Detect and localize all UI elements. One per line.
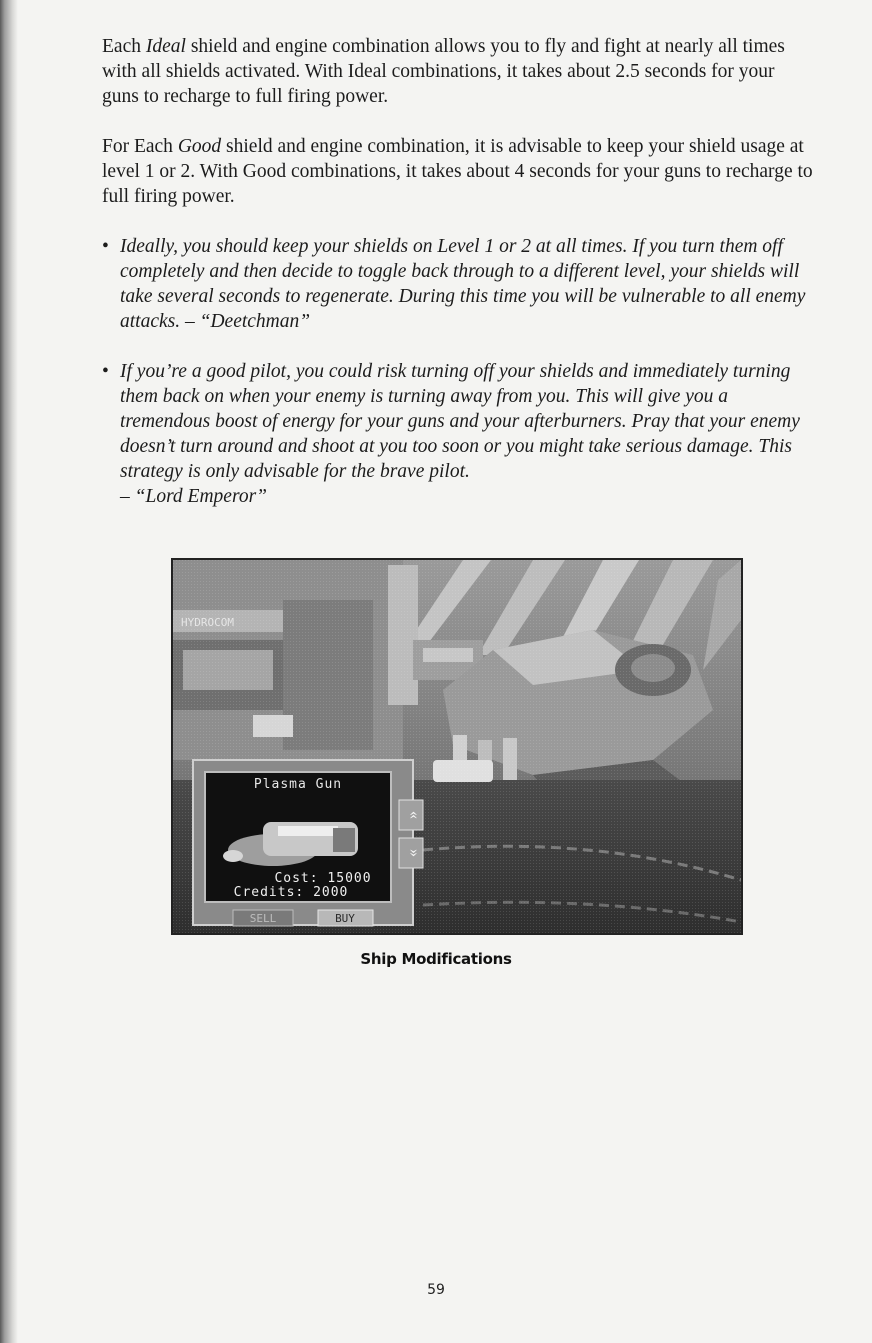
- item-cost: Cost: 15000: [274, 871, 372, 886]
- paragraph-lead: For Each: [102, 136, 178, 157]
- sell-label: SELL: [249, 912, 277, 925]
- paragraph-body: shield and engine combination allows you to fly and fight at nearly all times with all shields activated. With Ideal combinations, it takes about 2.5 seconds for your guns to recharge to full firing power.: [102, 36, 785, 107]
- scroll-down-icon: «: [404, 849, 421, 857]
- binding-shadow: [0, 0, 18, 1343]
- bullet-icon: •: [102, 236, 109, 257]
- paragraph-body: shield and engine combination, it is advisable to keep your shield usage at level 1 or 2. With Good combinations, it takes about 4 seconds for your guns to recharge to full firing power.: [102, 136, 813, 207]
- tip-text: Ideally, you should keep your shields on Level 1 or 2 at all times. If you turn them off completely and then decide to toggle back through to a different level, your shields will take several seconds to regenerate. During this time you will be vulnerable to all enemy attacks. – “Deetchman”: [120, 236, 806, 332]
- tip-text: If you’re a good pilot, you could risk turning off your shields and immediately turning them back on when your enemy is turning away from you. This will give you a tremendous boost of energy for your guns and your afterburners. Pray that your enemy doesn’t turn around and shoot at you too soon or you might take serious damage. This strategy is only advisable for the brave pilot.: [120, 361, 800, 482]
- buy-label: BUY: [335, 912, 355, 925]
- scroll-up-icon: »: [404, 811, 421, 819]
- figure-caption: Ship Modifications: [360, 950, 512, 968]
- player-credits: Credits: 2000: [233, 885, 349, 900]
- ship-modifications-screenshot: [171, 558, 743, 935]
- tip-attribution: – “Lord Emperor”: [120, 486, 268, 507]
- bullet-icon: •: [102, 361, 109, 382]
- paragraph-lead: Each: [102, 36, 146, 57]
- page-number: 59: [427, 1282, 445, 1298]
- paragraph-good: [102, 134, 814, 209]
- paragraph-emphasis: Good: [177, 136, 222, 157]
- weapon-shop-panel: [193, 760, 423, 926]
- tip-lord-emperor: [102, 359, 814, 509]
- tip-deetchman: [102, 234, 814, 334]
- item-name: Plasma Gun: [253, 777, 343, 792]
- hangar-scene: [173, 560, 741, 933]
- paragraph-emphasis: Ideal: [145, 36, 186, 57]
- paragraph-ideal: [102, 34, 814, 109]
